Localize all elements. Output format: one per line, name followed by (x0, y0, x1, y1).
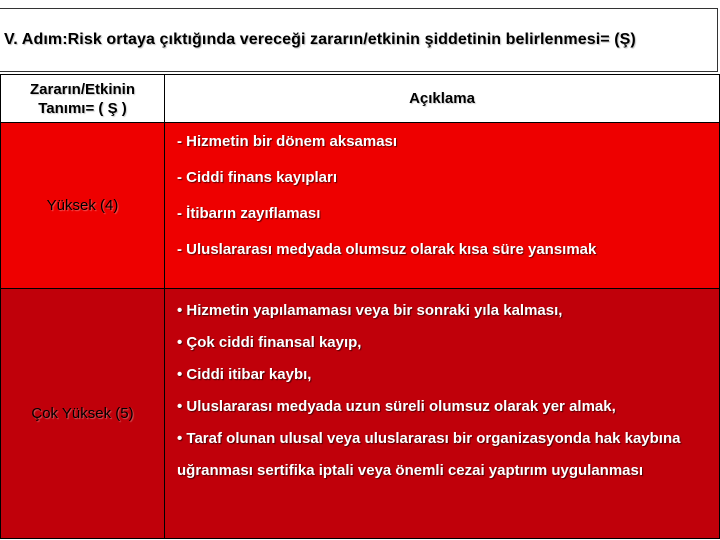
list-item: • Hizmetin yapılamaması veya bir sonraki yıla kalması, (177, 302, 563, 319)
title-bar (0, 8, 718, 72)
list-item: • Uluslararası medyada uzun süreli olumsuz olarak yer almak, (177, 398, 616, 415)
header-definition (1, 75, 165, 123)
description-high (165, 123, 720, 289)
table-row-high (1, 123, 720, 289)
level-very-high: Çok Yüksek (5) (1, 289, 165, 539)
description-list (165, 289, 719, 487)
header-definition-line1: Zararın/Etkinin (29, 80, 136, 98)
list-item: • Çok ciddi finansal kayıp, (177, 334, 362, 351)
header-description: Açıklama (165, 75, 720, 123)
list-item: - İtibarın zayıflaması (177, 205, 321, 222)
list-item: - Hizmetin bir dönem aksaması (177, 133, 398, 150)
list-item: - Uluslararası medyada olumsuz olarak kısa süre yansımak (177, 241, 597, 258)
header-definition-line2: Tanımı= ( Ş ) (38, 99, 127, 117)
list-item: - Ciddi finans kayıpları (177, 169, 338, 186)
risk-severity-table (0, 74, 720, 539)
table-header-row (1, 75, 720, 123)
page-title: V. Adım:Risk ortaya çıktığında vereceği zararın/etkinin şiddetinin belirlenmesi= (Ş) (4, 31, 636, 48)
description-very-high (165, 289, 720, 539)
list-item: • Ciddi itibar kaybı, (177, 366, 312, 383)
table-row-very-high (1, 289, 720, 539)
level-high: Yüksek (4) (1, 123, 165, 289)
description-list (165, 123, 719, 276)
list-item: • Taraf olunan ulusal veya uluslararası bir organizasyonda hak kaybına uğranması sertifika iptali veya önemli cezai yaptırım uygulanması (177, 430, 681, 479)
